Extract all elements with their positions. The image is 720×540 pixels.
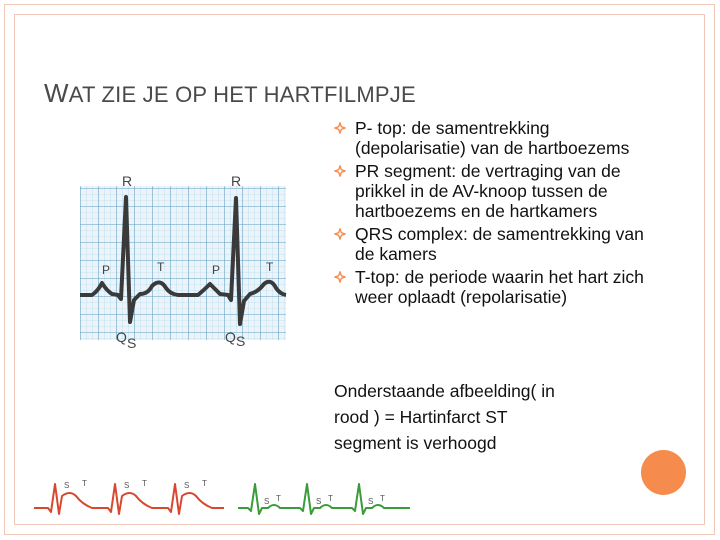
bullet-list [334,118,664,310]
ecg-label-q1: Q [116,329,127,345]
ecg-green-label-t2: T [328,494,333,503]
ecg-main-strip [80,170,286,351]
ecg-grid [80,186,286,340]
ecg-label-q2: Q [225,329,236,345]
ecg-green-label-t3: T [380,494,385,503]
ecg-green-label-t1: T [276,494,281,503]
ecg-red-label-t1: T [82,479,87,488]
ecg-red-label-s3: S [184,481,190,490]
ecg-red-label-t3: T [202,479,207,488]
ecg-label-s1: S [127,335,137,351]
bullet-item [334,161,664,221]
slide-title [44,78,416,109]
ecg-label-t2: T [266,260,274,274]
ecg-label-p1: P [102,263,111,277]
ecg-green-label-s1: S [264,497,270,506]
bullet-item [334,267,664,307]
ecg-green-label-s3: S [368,497,374,506]
ecg-label-r1: R [122,173,133,189]
ecg-label-t1: T [157,260,165,274]
title-rest: AT ZIE JE OP HET HARTFILMPJE [68,82,416,107]
ecg-normal-strip [238,480,410,520]
note-line: segment is verhoogd [334,433,497,453]
ecg-red-label-t2: T [142,479,147,488]
bullet-item [334,118,664,158]
note-line: Onderstaande afbeelding( in [334,381,555,401]
ecg-label-r2: R [231,173,242,189]
ecg-red-label-s1: S [64,481,70,490]
ecg-red-label-s2: S [124,481,130,490]
bullet-text: T-top: de periode waarin het hart zich weer oplaadt (repolarisatie) [355,267,644,307]
ecg-label-s2: S [236,333,246,349]
decorative-orange-circle [641,450,686,495]
bullet-text: P- top: de samentrekking (depolarisatie) van de hartboezems [355,118,630,158]
hollow-star-icon [334,165,346,177]
bullet-text: QRS complex: de samentrekking van de kamers [355,224,644,264]
infarct-note [334,378,664,456]
ecg-green-label-s2: S [316,497,322,506]
ecg-label-p2: P [212,263,221,277]
bullet-text: PR segment: de vertraging van de prikkel in de AV-knoop tussen de hartboezems en de hartkamers [355,161,621,221]
ecg-infarct-strip [34,474,224,520]
bullet-item [334,224,664,264]
title-first-letter: W [44,78,69,108]
note-line: rood ) = Hartinfarct ST [334,407,508,427]
hollow-star-icon [334,271,346,283]
hollow-star-icon [334,228,346,240]
hollow-star-icon [334,122,346,134]
